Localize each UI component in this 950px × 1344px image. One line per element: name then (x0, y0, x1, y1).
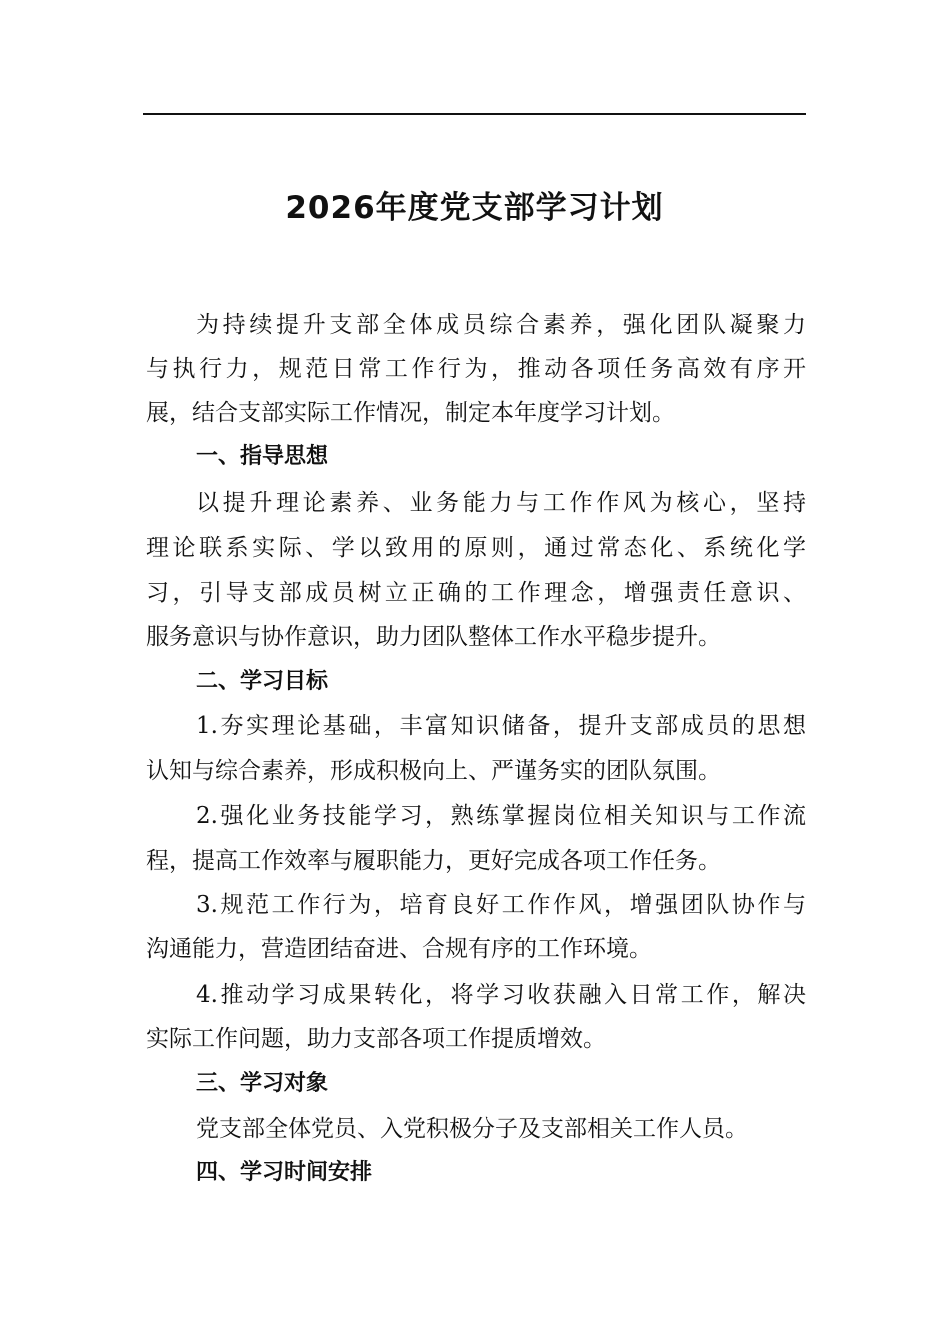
paragraph-line: 1.夯实理论基础，丰富知识储备，提升支部成员的思想 (196, 713, 806, 739)
paragraph-line: 以提升理论素养、业务能力与工作作风为核心，坚持 (196, 490, 806, 516)
page-title: 2026年度党支部学习计划 (285, 190, 664, 226)
paragraph-line: 党支部全体党员、入党积极分子及支部相关工作人员。 (196, 1116, 748, 1142)
header-rule (143, 113, 806, 115)
paragraph-line: 实际工作问题，助力支部各项工作提质增效。 (146, 1026, 606, 1052)
section-heading: 一、指导思想 (196, 444, 329, 469)
paragraph-line: 服务意识与协作意识，助力团队整体工作水平稳步提升。 (146, 624, 721, 650)
paragraph-line: 与执行力，规范日常工作行为，推动各项任务高效有序开 (146, 356, 806, 382)
paragraph-line: 4.推动学习成果转化，将学习收获融入日常工作，解决 (196, 982, 806, 1008)
paragraph-line: 展，结合支部实际工作情况，制定本年度学习计划。 (146, 400, 675, 426)
paragraph-line: 3.规范工作行为，培育良好工作作风，增强团队协作与 (196, 892, 806, 918)
paragraph-line: 2.强化业务技能学习，熟练掌握岗位相关知识与工作流 (196, 803, 806, 829)
paragraph-line: 为持续提升支部全体成员综合素养，强化团队凝聚力 (196, 312, 806, 338)
paragraph-line: 理论联系实际、学以致用的原则，通过常态化、系统化学 (146, 535, 806, 561)
paragraph-line: 沟通能力，营造团结奋进、合规有序的工作环境。 (146, 936, 652, 962)
section-heading: 四、学习时间安排 (196, 1160, 373, 1185)
section-heading: 二、学习目标 (196, 669, 329, 694)
paragraph-line: 程，提高工作效率与履职能力，更好完成各项工作任务。 (146, 848, 721, 874)
section-heading: 三、学习对象 (196, 1071, 329, 1096)
paragraph-line: 习，引导支部成员树立正确的工作理念，增强责任意识、 (146, 580, 806, 606)
paragraph-line: 认知与综合素养，形成积极向上、严谨务实的团队氛围。 (146, 758, 721, 784)
